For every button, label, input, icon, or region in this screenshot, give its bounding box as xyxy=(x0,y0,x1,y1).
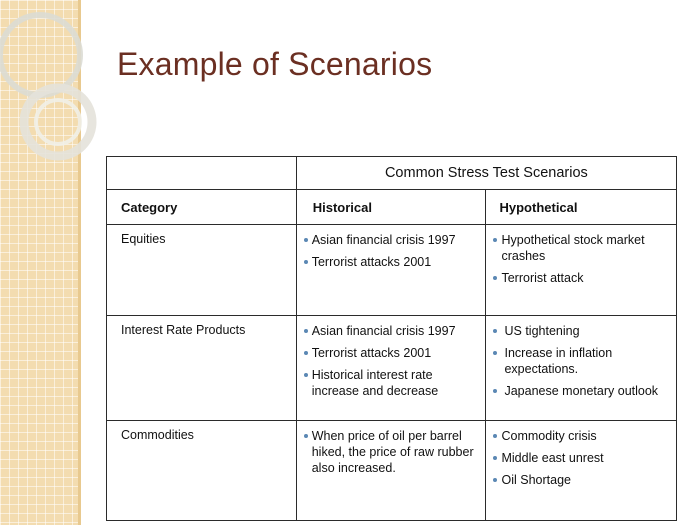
list-item: Terrorist attacks 2001 xyxy=(303,254,478,270)
historical-cell xyxy=(296,421,486,521)
table-row xyxy=(107,316,677,421)
hypothetical-cell xyxy=(486,225,677,316)
category-cell: Equities xyxy=(107,225,297,316)
decorative-circles-icon xyxy=(0,0,120,180)
table-row xyxy=(107,225,677,316)
hypothetical-cell xyxy=(486,421,677,521)
list-item: Commodity crisis xyxy=(492,428,668,444)
hypothetical-cell xyxy=(486,316,677,421)
list-item: Increase in inflation expectations. xyxy=(492,345,668,377)
table-header-row xyxy=(107,190,677,225)
historical-cell xyxy=(296,316,486,421)
list-item: When price of oil per barrel hiked, the price of raw rubber also increased. xyxy=(303,428,478,476)
list-item: Hypothetical stock market crashes xyxy=(492,232,668,264)
column-header-hypothetical: Hypothetical xyxy=(486,190,677,225)
list-item: Terrorist attacks 2001 xyxy=(303,345,478,361)
category-cell: Interest Rate Products xyxy=(107,316,297,421)
column-header-historical: Historical xyxy=(296,190,486,225)
list-item: Historical interest rate increase and decrease xyxy=(303,367,478,399)
table-super-header-row xyxy=(107,157,677,190)
super-header: Common Stress Test Scenarios xyxy=(296,157,676,190)
column-header-category: Category xyxy=(107,190,297,225)
list-item: Middle east unrest xyxy=(492,450,668,466)
empty-corner-cell xyxy=(107,157,297,190)
list-item: Asian financial crisis 1997 xyxy=(303,323,478,339)
list-item: Asian financial crisis 1997 xyxy=(303,232,478,248)
list-item: US tightening xyxy=(492,323,668,339)
list-item: Japanese monetary outlook xyxy=(492,383,668,399)
category-cell: Commodities xyxy=(107,421,297,521)
historical-cell xyxy=(296,225,486,316)
slide-title: Example of Scenarios xyxy=(117,46,433,82)
table-row xyxy=(107,421,677,521)
list-item: Terrorist attack xyxy=(492,270,668,286)
stress-test-table xyxy=(106,156,677,521)
list-item: Oil Shortage xyxy=(492,472,668,488)
